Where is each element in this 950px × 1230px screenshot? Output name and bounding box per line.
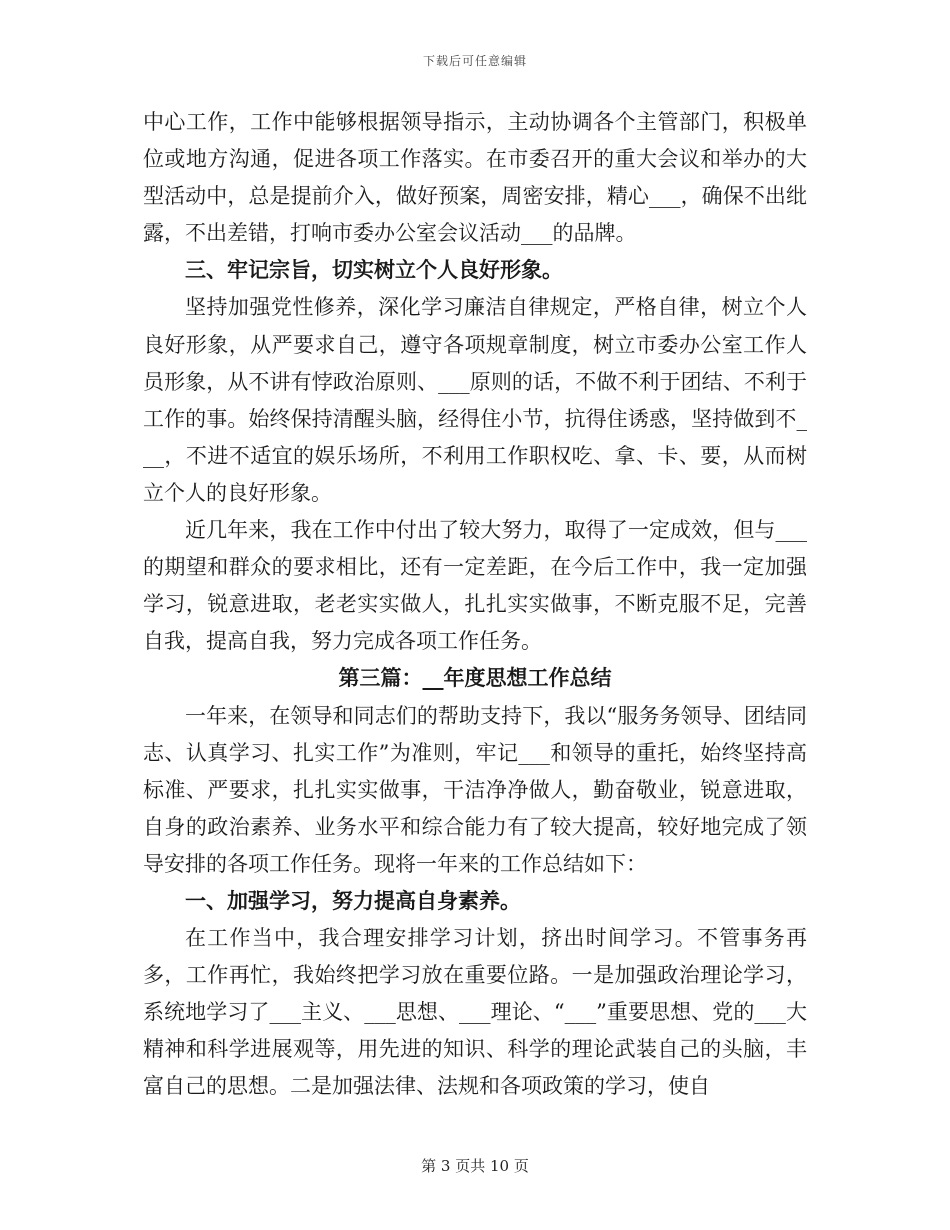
document-body (143, 104, 807, 1106)
paragraph-3: 近几年来，我在工作中付出了较大努力，取得了一定成效，但与___的期望和群众的要求相比，还有一定差距，在今后工作中，我一定加强学习，锐意进取，老老实实做人，扎扎实实做事，不断克服不足，完善自我，提高自我，努力完成各项工作任务。 (143, 518, 807, 654)
paragraph-2: 坚持加强党性修养，深化学习廉洁自律规定，严格自律，树立个人良好形象，从严要求自己，遵守各项规章制度，树立市委办公室工作人员形象，从不讲有悖政治原则、___原则的话，不做不利于团结、不利于工作的事。始终保持清醒头脑，经得住小节，抗得住诱惑，坚持做到不___，不进不适宜的娱乐场所，不利用工作职权吃、拿、卡、要，从而树立个人的良好形象。 (143, 295, 807, 505)
heading-1: 一、加强学习，努力提高自身素养。 (185, 888, 521, 913)
paragraph-5: 在工作当中，我合理安排学习计划，挤出时间学习。不管事务再多，工作再忙，我始终把学习放在重要位路。一是加强政治理论学习，系统地学习了___主义、___思想、___理论、“___”重要思想、党的___大精神和科学进展观等，用先进的知识、科学的理论武装自己的头脑，丰富自己的思想。二是加强法律、法规和各项政策的学习，使自 (143, 926, 807, 1099)
paragraph-4: 一年来，在领导和同志们的帮助支持下，我以“服务务领导、团结同志、认真学习、扎实工作”为准则，牢记___和领导的重托，始终坚持高标准、严要求，扎扎实实做事，干洁净净做人，勤奋敬业，锐意进取，自身的政治素养、业务水平和综合能力有了较大提高，较好地完成了领导安排的各项工作任务。现将一年来的工作总结如下： (143, 703, 807, 876)
paragraph-1: 中心工作，工作中能够根据领导指示，主动协调各个主管部门，积极单位或地方沟通，促进各项工作落实。在市委召开的重大会议和举办的大型活动中，总是提前介入，做好预案，周密安排，精心___，确保不出纰露，不出差错，打响市委办公室会议活动___的品牌。 (143, 110, 807, 246)
section-title: 第三篇：__年度思想工作总结 (338, 666, 612, 691)
page-number: 第 3 页共 10 页 (421, 1157, 529, 1175)
heading-3: 三、牢记宗旨，切实树立个人良好形象。 (185, 258, 563, 283)
page-header: 下载后可任意编辑 (422, 54, 527, 68)
